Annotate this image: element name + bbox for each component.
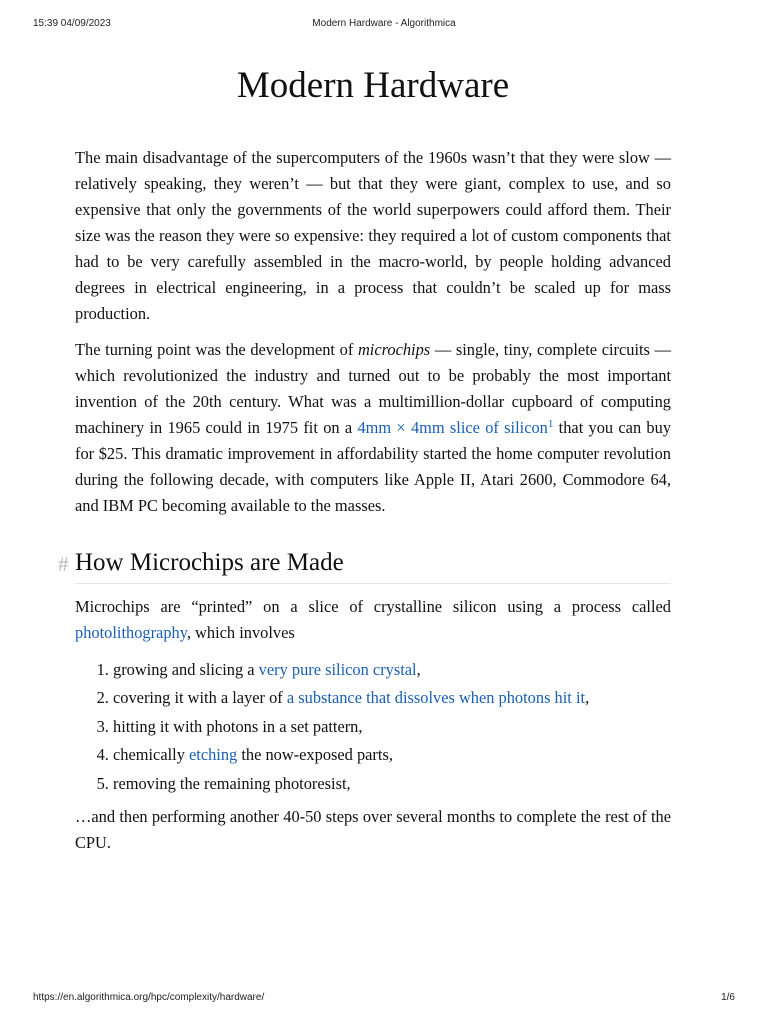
- text: hitting it with photons in a set pattern,: [113, 716, 363, 736]
- link-photoresist[interactable]: a substance that dissolves when photons hit it: [286, 688, 586, 708]
- print-page-title: Modern Hardware - Algorithmica: [312, 18, 456, 29]
- print-datetime: 15:39 04/09/2023: [33, 18, 111, 29]
- paragraph-photolithography: [75, 594, 671, 646]
- paragraph-intro: The main disadvantage of the supercomputers of the 1960s wasn’t that they were slow — relatively speaking, they weren’t — but that they were giant, complex to use, and so expensive that only the governments of the world superpowers could afford them. Their size was the reason they were so expensive: they required a lot of custom components that had to be very carefully assembled in the macro-world, by people holding advanced degrees in electrical engineering, in a process that couldn’t be scaled up for mass production.: [75, 148, 671, 323]
- text: The turning point was the development of: [75, 340, 358, 359]
- steps-list: [75, 656, 671, 798]
- text: Microchips are “printed” on a slice of crystalline silicon using a process called: [75, 597, 671, 616]
- link-slice-of-silicon[interactable]: 4mm × 4mm slice of silicon: [357, 418, 548, 437]
- link-pure-silicon-crystal[interactable]: very pure silicon crystal: [258, 660, 417, 679]
- text: chemically: [113, 745, 189, 765]
- text: the now-exposed parts,: [237, 745, 393, 765]
- list-item: [113, 656, 671, 684]
- emphasis-microchips: microchips: [357, 340, 431, 359]
- text: ,: [416, 660, 421, 679]
- text: , which involves: [186, 623, 295, 642]
- print-url: https://en.algorithmica.org/hpc/complexity/hardware/: [33, 992, 265, 1003]
- article: [58, 60, 672, 856]
- link-photolithography[interactable]: photolithography: [75, 623, 187, 642]
- paragraph-microchips: [75, 337, 671, 519]
- section-heading: [58, 545, 671, 584]
- text: growing and slicing a: [113, 660, 259, 679]
- heading-anchor-link[interactable]: #: [58, 552, 69, 576]
- text: ,: [585, 688, 590, 708]
- text: covering it with a layer of: [113, 688, 287, 708]
- print-footer: [33, 992, 735, 1006]
- list-item: [113, 713, 671, 741]
- list-item: [113, 741, 671, 769]
- list-item: [113, 770, 671, 798]
- footnote-ref-1[interactable]: 1: [547, 418, 554, 430]
- section-heading-text: How Microchips are Made: [75, 549, 344, 576]
- list-item: [113, 684, 671, 712]
- link-etching[interactable]: etching: [189, 745, 238, 765]
- text: — single, tiny, complete circuits — which revolutionized the industry and turned out to be probably the most important invention of the 20th century. What was a multimillion-dollar cupboard of computing machinery in 1965 could in 1975 fit on a: [75, 340, 671, 437]
- text: removing the remaining photoresist,: [113, 773, 351, 793]
- page-title: Modern Hardware: [236, 65, 510, 106]
- print-header: [33, 18, 735, 32]
- text: that you can buy for $25. This dramatic improvement in affordability started the home computer revolution during the following decade, with computers like Apple II, Atari 2600, Commodore 64, and IBM PC becoming available to the masses.: [75, 418, 672, 515]
- print-page-number: 1/6: [721, 992, 735, 1003]
- paragraph-outro: …and then performing another 40-50 steps over several months to complete the rest of the CPU.: [75, 807, 671, 853]
